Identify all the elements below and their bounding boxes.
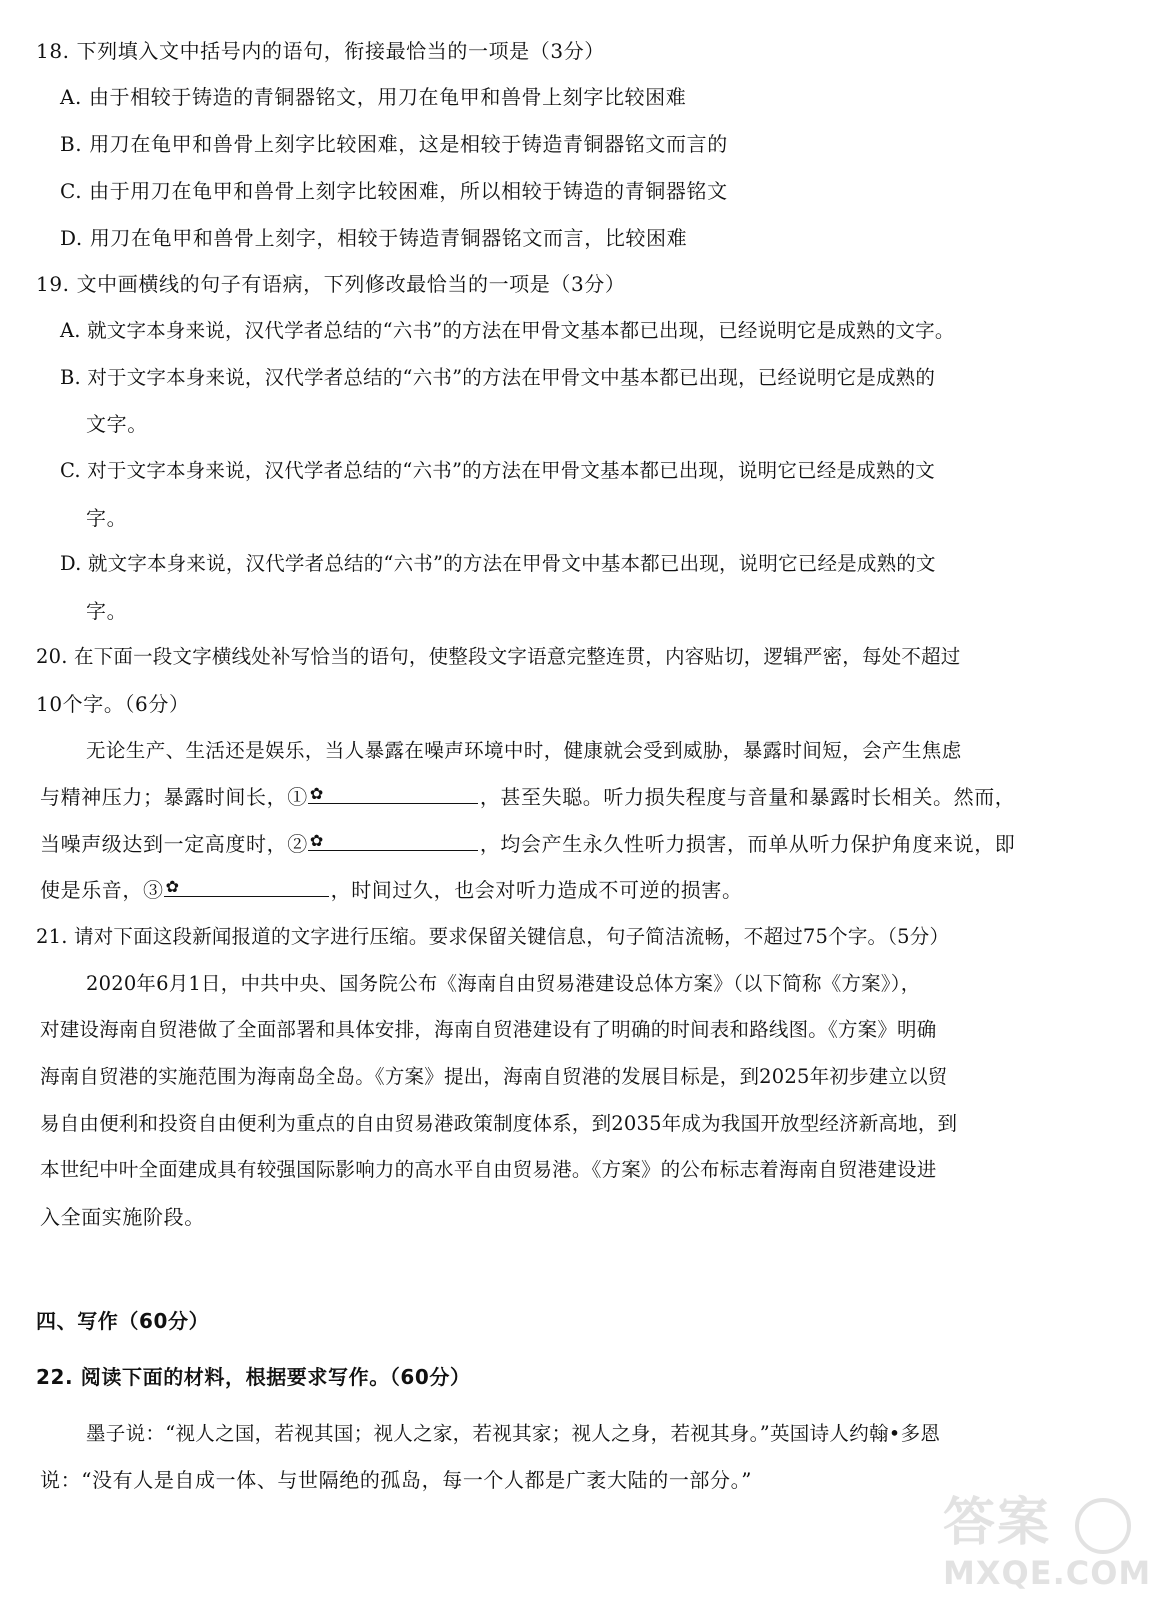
q21-news-line: 入全面实施阶段。 — [40, 1205, 205, 1229]
answer-blank-1[interactable] — [308, 785, 478, 804]
watermark-circle-icon — [1075, 1498, 1131, 1554]
q20-para-line — [40, 784, 1015, 810]
q20-text: 使是乐音，③ — [40, 878, 164, 902]
q21-news-line: 2020年6月1日，中共中央、国务院公布《海南自由贸易港建设总体方案》（以下简称《方案》）， — [86, 972, 921, 995]
watermark-logo — [943, 1492, 1151, 1592]
q20-stem-cont: 10个字。（6分） — [36, 692, 190, 716]
q19-stem: 19. 文中画横线的句子有语病，下列修改最恰当的一项是（3分） — [36, 272, 626, 296]
q19-option-b-cont: 文字。 — [86, 412, 148, 436]
q18-option-b: B. 用刀在龟甲和兽骨上刻字比较困难，这是相较于铸造青铜器铭文而言的 — [60, 132, 728, 156]
q19-option-c: C. 对于文字本身来说，汉代学者总结的“六书”的方法在甲骨文基本都已出现，说明它已经是成熟的文 — [60, 459, 935, 482]
q20-text: ，时间过久，也会对听力造成不可逆的损害。 — [330, 878, 743, 902]
q21-news-line: 对建设海南自贸港做了全面部署和具体安排，海南自贸港建设有了明确的时间表和路线图。《方案》明确 — [40, 1018, 937, 1041]
flower-icon: ✿ — [165, 877, 180, 896]
q19-option-c-cont: 字。 — [86, 506, 128, 530]
answer-blank-3[interactable] — [164, 878, 329, 897]
q21-news-line: 本世纪中叶全面建成具有较强国际影响力的高水平自由贸易港。《方案》的公布标志着海南自贸港建设进 — [40, 1158, 937, 1181]
q18-option-c: C. 由于用刀在龟甲和兽骨上刻字比较困难，所以相较于铸造的青铜器铭文 — [60, 179, 728, 203]
section-title: 四、写作（60分） — [36, 1309, 210, 1333]
q19-option-b: B. 对于文字本身来说，汉代学者总结的“六书”的方法在甲骨文中基本都已出现，已经说明它是成熟的 — [60, 366, 936, 389]
answer-blank-2[interactable] — [308, 832, 478, 851]
q20-para-line: 无论生产、生活还是娱乐，当人暴露在噪声环境中时，健康就会受到威胁，暴露时间短，会产生焦虑 — [86, 739, 962, 762]
q18-option-a: A. 由于相较于铸造的青铜器铭文，用刀在龟甲和兽骨上刻字比较困难 — [60, 85, 687, 109]
q20-text: 与精神压力；暴露时间长，① — [40, 785, 308, 809]
q18-option-d: D. 用刀在龟甲和兽骨上刻字，相较于铸造青铜器铭文而言，比较困难 — [60, 226, 688, 250]
q21-stem: 21. 请对下面这段新闻报道的文字进行压缩。要求保留关键信息，句子简洁流畅，不超过75个字。（5分） — [36, 925, 950, 948]
q20-text: ，甚至失聪。听力损失程度与音量和暴露时长相关。然而， — [479, 785, 1016, 809]
q21-news-line: 海南自贸港的实施范围为海南岛全岛。《方案》提出，海南自贸港的发展目标是，到2025年初步建立以贸 — [40, 1065, 948, 1088]
flower-icon: ✿ — [309, 784, 324, 803]
q20-para-line — [40, 877, 743, 903]
watermark-top-text: 答案 — [943, 1493, 1052, 1553]
q22-material: 墨子说：“视人之国，若视其国；视人之家，若视其家；视人之身，若视其身。”英国诗人约翰•多恩 — [86, 1422, 941, 1445]
q21-news-line: 易自由便利和投资自由便利为重点的自由贸易港政策制度体系，到2035年成为我国开放型经济新高地，到 — [40, 1112, 958, 1135]
q19-option-a: A. 就文字本身来说，汉代学者总结的“六书”的方法在甲骨文基本都已出现，已经说明它是成熟的文字。 — [60, 319, 955, 342]
q20-text: ，均会产生永久性听力损害，而单从听力保护角度来说，即 — [479, 832, 1016, 856]
q19-option-d-cont: 字。 — [86, 599, 128, 623]
q19-option-d: D. 就文字本身来说，汉代学者总结的“六书”的方法在甲骨文中基本都已出现，说明它已经是成熟的文 — [60, 552, 936, 575]
q22-material: 说：“没有人是自成一体、与世隔绝的孤岛，每一个人都是广袤大陆的一部分。” — [40, 1468, 753, 1492]
q20-text: 当噪声级达到一定高度时，② — [40, 832, 308, 856]
q18-stem: 18. 下列填入文中括号内的语句，衔接最恰当的一项是（3分） — [36, 39, 605, 63]
q20-stem: 20. 在下面一段文字横线处补写恰当的语句，使整段文字语意完整连贯，内容贴切，逻辑严密，每处不超过 — [36, 645, 961, 668]
flower-icon: ✿ — [309, 831, 324, 850]
q22-stem: 22. 阅读下面的材料，根据要求写作。（60分） — [36, 1365, 471, 1389]
watermark-domain-text: MXQE.COM — [943, 1554, 1151, 1592]
q20-para-line — [40, 831, 1015, 857]
